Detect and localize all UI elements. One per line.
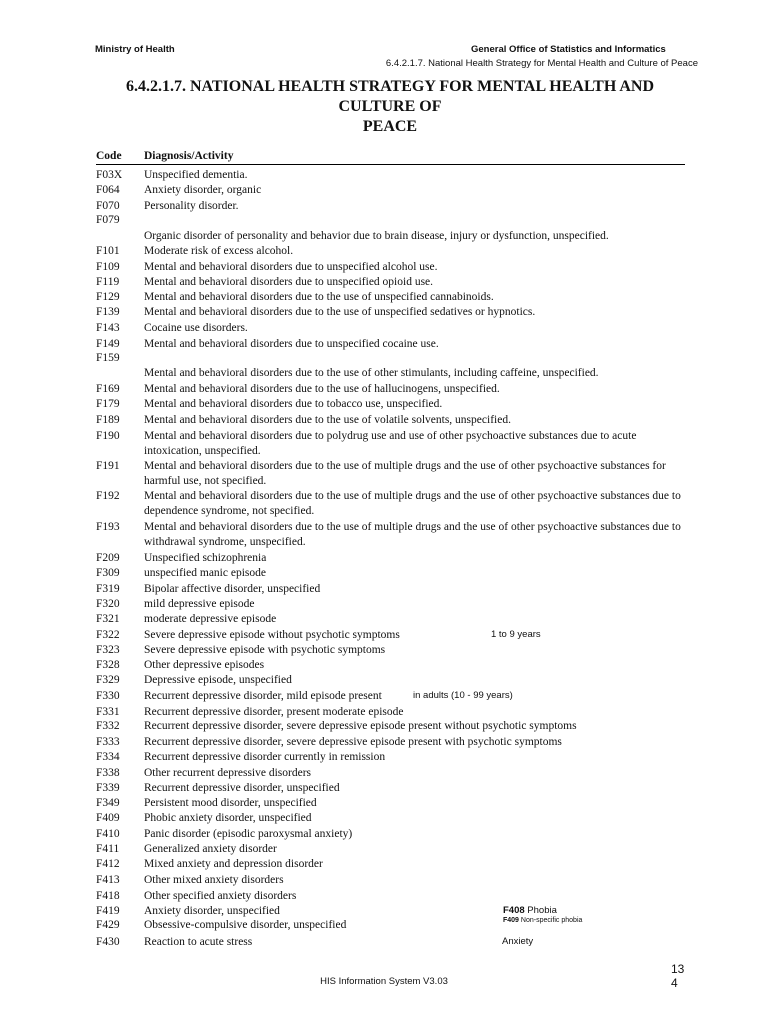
- row-diagnosis: Obsessive-compulsive disorder, unspecified: [144, 919, 347, 931]
- row-code: F412: [96, 858, 120, 870]
- row-code: F430: [96, 936, 120, 948]
- header-office: General Office of Statistics and Informatics: [471, 44, 666, 55]
- row-code: F193: [96, 521, 120, 533]
- side-note-f408: [503, 905, 557, 916]
- row-diagnosis: Recurrent depressive disorder, severe depressive episode present without psychotic symptoms: [144, 720, 577, 732]
- page-number-line-2: 4: [671, 976, 678, 990]
- row-code: F429: [96, 919, 120, 931]
- side-note-f408-label: Phobia: [527, 905, 557, 916]
- row-diagnosis: Generalized anxiety disorder: [144, 843, 277, 855]
- row-code: F320: [96, 598, 120, 610]
- row-code: F411: [96, 843, 120, 855]
- page-number: [671, 962, 684, 990]
- age-range-note-adults: in adults (10 - 99 years): [413, 690, 513, 701]
- row-diagnosis: Recurrent depressive disorder, mild episode present: [144, 690, 382, 702]
- page-number-line-1: 13: [671, 962, 685, 976]
- row-diagnosis: Bipolar affective disorder, unspecified: [144, 583, 321, 595]
- row-diagnosis: Personality disorder.: [144, 200, 239, 212]
- row-diagnosis: Mental and behavioral disorders due to the use of volatile solvents, unspecified.: [144, 414, 511, 426]
- row-code: F143: [96, 322, 120, 334]
- row-diagnosis: mild depressive episode: [144, 598, 255, 610]
- row-diagnosis: Reaction to acute stress: [144, 936, 253, 948]
- column-header-diagnosis: Diagnosis/Activity: [144, 150, 234, 162]
- row-code: F319: [96, 583, 120, 595]
- row-code: F349: [96, 797, 120, 809]
- row-code: F413: [96, 874, 120, 886]
- row-diagnosis: Other specified anxiety disorders: [144, 890, 297, 902]
- row-code: F079: [96, 214, 120, 226]
- row-code: F109: [96, 261, 120, 273]
- row-diagnosis: Mental and behavioral disorders due to the use of multiple drugs and the use of other psychoactive substances due to withdrawal syndrome, unspecified.: [144, 521, 681, 548]
- row-diagnosis: Mental and behavioral disorders due to polydrug use and use of other psychoactive substances due to acute intoxication, unspecified.: [144, 430, 637, 457]
- side-note-f408-code: F408: [503, 905, 525, 916]
- row-code: F101: [96, 245, 120, 257]
- row-code: F419: [96, 905, 120, 917]
- side-note-f409-code: F409: [503, 917, 519, 924]
- row-diagnosis: Unspecified schizophrenia: [144, 552, 267, 564]
- row-code: F328: [96, 659, 120, 671]
- row-diagnosis: Depressive episode, unspecified: [144, 674, 292, 686]
- row-code: F169: [96, 383, 120, 395]
- row-diagnosis: Mental and behavioral disorders due to the use of hallucinogens, unspecified.: [144, 383, 500, 395]
- page-title-line-2: CULTURE OF: [338, 98, 442, 115]
- row-diagnosis: Mixed anxiety and depression disorder: [144, 858, 323, 870]
- row-diagnosis: Phobic anxiety disorder, unspecified: [144, 812, 312, 824]
- row-diagnosis: Mental and behavioral disorders due to the use of multiple drugs and the use of other psychoactive substances for harmful use, not specified.: [144, 460, 666, 487]
- row-code: F149: [96, 338, 120, 350]
- row-code: F119: [96, 276, 120, 288]
- row-code: F409: [96, 812, 120, 824]
- footer-system: HIS Information System V3.03: [320, 976, 448, 987]
- row-code: F334: [96, 751, 120, 763]
- row-code: F159: [96, 352, 120, 364]
- row-diagnosis: Organic disorder of personality and behavior due to brain disease, injury or dysfunction, unspecified.: [144, 230, 609, 242]
- side-note-f409-label: Non-specific phobia: [520, 917, 583, 924]
- row-code: F330: [96, 690, 120, 702]
- row-code: F139: [96, 306, 120, 318]
- column-header-code: Code: [96, 150, 122, 162]
- row-diagnosis: Mental and behavioral disorders due to the use of other stimulants, including caffeine, unspecified.: [144, 367, 599, 379]
- row-code: F321: [96, 613, 120, 625]
- row-code: F418: [96, 890, 120, 902]
- row-diagnosis: unspecified manic episode: [144, 567, 266, 579]
- row-code: F332: [96, 720, 120, 732]
- row-diagnosis: Unspecified dementia.: [144, 169, 248, 181]
- page-title-line-1: 6.4.2.1.7. NATIONAL HEALTH STRATEGY FOR MENTAL HEALTH AND: [125, 78, 655, 95]
- row-diagnosis: Anxiety disorder, unspecified: [144, 905, 280, 917]
- row-code: F329: [96, 674, 120, 686]
- row-diagnosis: Panic disorder (episodic paroxysmal anxiety): [144, 828, 353, 840]
- row-diagnosis: Mental and behavioral disorders due to the use of unspecified sedatives or hypnotics.: [144, 306, 536, 318]
- row-diagnosis: Mental and behavioral disorders due to the use of multiple drugs and the use of other psychoactive substances due to dependence syndrome, not specified.: [144, 490, 681, 517]
- row-diagnosis: Recurrent depressive disorder, severe depressive episode present with psychotic symptoms: [144, 736, 562, 748]
- row-diagnosis: Mental and behavioral disorders due to unspecified opioid use.: [144, 276, 434, 288]
- row-code: F209: [96, 552, 120, 564]
- header-subtitle: 6.4.2.1.7. National Health Strategy for Mental Health and Culture of Peace: [385, 58, 698, 69]
- row-diagnosis: Mental and behavioral disorders due to unspecified cocaine use.: [144, 338, 439, 350]
- age-range-note-children: 1 to 9 years: [491, 629, 541, 640]
- row-diagnosis: moderate depressive episode: [144, 613, 277, 625]
- row-diagnosis: Other recurrent depressive disorders: [144, 767, 312, 779]
- row-diagnosis: Severe depressive episode without psychotic symptoms: [144, 629, 400, 641]
- row-code: F333: [96, 736, 120, 748]
- row-diagnosis: Recurrent depressive disorder currently in remission: [144, 751, 386, 763]
- row-code: F339: [96, 782, 120, 794]
- page-title-line-3: PEACE: [362, 118, 418, 135]
- side-note-f409: [503, 917, 582, 924]
- row-code: F129: [96, 291, 120, 303]
- side-note-anxiety: Anxiety: [502, 936, 534, 947]
- row-diagnosis: Moderate risk of excess alcohol.: [144, 245, 294, 257]
- row-diagnosis: Severe depressive episode with psychotic symptoms: [144, 644, 386, 656]
- row-code: F03X: [96, 169, 123, 181]
- row-code: F189: [96, 414, 120, 426]
- row-diagnosis: Cocaine use disorders.: [144, 322, 248, 334]
- header-ministry: Ministry of Health: [95, 44, 175, 55]
- row-code: F192: [96, 490, 120, 502]
- row-code: F191: [96, 460, 120, 472]
- row-diagnosis: Recurrent depressive disorder, present moderate episode: [144, 706, 404, 718]
- row-diagnosis: Other mixed anxiety disorders: [144, 874, 284, 886]
- row-code: F070: [96, 200, 120, 212]
- row-code: F190: [96, 430, 120, 442]
- row-code: F338: [96, 767, 120, 779]
- row-code: F322: [96, 629, 120, 641]
- row-diagnosis: Recurrent depressive disorder, unspecified: [144, 782, 340, 794]
- row-code: F179: [96, 398, 120, 410]
- row-code: F331: [96, 706, 120, 718]
- row-code: F410: [96, 828, 120, 840]
- row-diagnosis: Anxiety disorder, organic: [144, 184, 262, 196]
- row-code: F309: [96, 567, 120, 579]
- row-code: F064: [96, 184, 120, 196]
- row-diagnosis: Mental and behavioral disorders due to unspecified alcohol use.: [144, 261, 438, 273]
- row-diagnosis: Mental and behavioral disorders due to the use of unspecified cannabinoids.: [144, 291, 494, 303]
- row-diagnosis: Mental and behavioral disorders due to tobacco use, unspecified.: [144, 398, 443, 410]
- row-diagnosis: Other depressive episodes: [144, 659, 265, 671]
- row-code: F323: [96, 644, 120, 656]
- row-diagnosis: Persistent mood disorder, unspecified: [144, 797, 317, 809]
